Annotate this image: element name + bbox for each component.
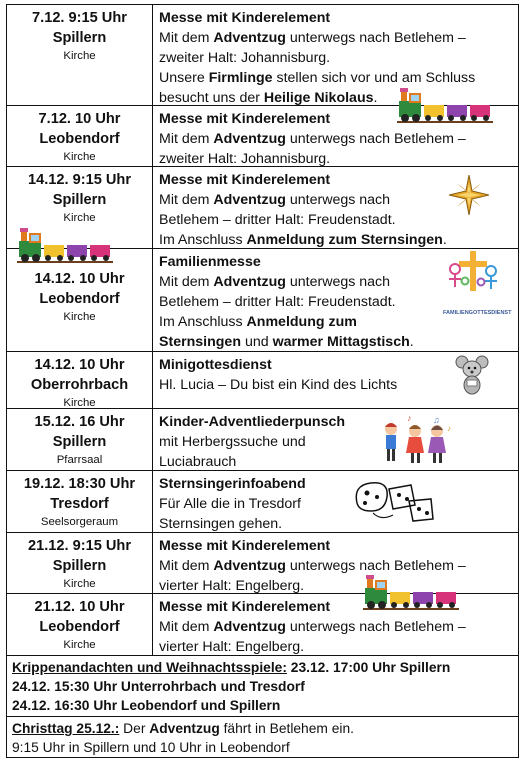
event-table [6, 4, 519, 758]
bold-fragment: Sternsingen [159, 334, 241, 350]
train-icon [17, 227, 113, 272]
text-fragment: besucht uns der [159, 90, 264, 106]
event-when [7, 249, 153, 351]
bold-fragment: Anmeldung zum [246, 314, 357, 330]
text-fragment: Mit dem [159, 131, 214, 147]
text-fragment: Betlehem – dritter Halt: Freudenstadt. [159, 294, 396, 310]
event-details [153, 471, 518, 532]
christtag-bold: Adventzug [149, 721, 220, 736]
event-row [7, 594, 518, 656]
event-title: Messe mit Kinderelement [159, 538, 331, 554]
description-line [159, 514, 518, 534]
bold-fragment: Adventzug [213, 619, 286, 635]
christtag-second: 9:15 Uhr in Spillern und 10 Uhr in Leobendorf [12, 740, 290, 755]
svg-text:♪: ♪ [407, 413, 412, 423]
event-details [153, 594, 518, 655]
christtag-pre: Der [119, 721, 150, 736]
event-location: Kirche [63, 397, 96, 409]
text-fragment: zweiter Halt: Johannisburg. [159, 151, 331, 167]
event-title: Messe mit Kinderelement [159, 172, 331, 188]
svg-text:♪: ♪ [447, 424, 451, 433]
text-fragment: vierter Halt: Engelberg. [159, 578, 305, 594]
text-fragment: Unsere [159, 70, 209, 86]
krippe-third: 24.12. 16:30 Uhr Leobendorf und Spillern [12, 698, 281, 713]
event-location: Kirche [63, 311, 96, 323]
event-place: Spillern [52, 30, 107, 46]
description-line [159, 332, 518, 352]
sternsinger-icon [349, 475, 439, 525]
event-place: Spillern [52, 434, 107, 450]
text-fragment: unterwegs nach Betlehem – [285, 558, 466, 574]
event-description [159, 129, 518, 169]
event-row [7, 106, 518, 167]
description-line [159, 617, 518, 637]
text-fragment: stellen sich vor und am Schluss [272, 70, 476, 86]
bold-fragment: Adventzug [213, 558, 286, 574]
event-details [153, 167, 518, 248]
text-fragment: Mit dem [159, 274, 214, 290]
event-details [153, 352, 518, 408]
text-fragment: Mit dem [159, 619, 214, 635]
event-place: Oberrohrbach [30, 377, 129, 393]
christtag-post: fährt in Betlehem ein. [219, 721, 354, 736]
text-fragment: Mit dem [159, 558, 214, 574]
event-details [153, 5, 518, 105]
description-line [159, 48, 518, 68]
text-fragment: unterwegs nach [285, 274, 391, 290]
mouse-icon [455, 354, 489, 396]
krippe-label: Krippenandachten und Weihnachtsspiele: [12, 660, 287, 675]
bold-fragment: warmer Mittagstisch [272, 334, 410, 350]
event-when [7, 409, 153, 470]
text-fragment: vierter Halt: Engelberg. [159, 639, 305, 655]
text-fragment: unterwegs nach Betlehem – [285, 619, 466, 635]
text-fragment: Mit dem [159, 192, 214, 208]
text-fragment: . [442, 232, 447, 248]
text-fragment: und [241, 334, 273, 350]
event-location: Seelsorgeraum [40, 516, 119, 528]
text-fragment: Sternsingen gehen. [159, 516, 283, 532]
singing-kids-icon [379, 413, 457, 465]
text-fragment: Hl. Lucia – Du bist ein Kind des Lichts [159, 377, 398, 393]
event-when [7, 5, 153, 105]
description-line [159, 452, 518, 472]
krippe-second: 24.12. 15:30 Uhr Unterrohrbach und Tresdorf [12, 679, 305, 694]
event-when [7, 594, 153, 655]
text-fragment: . [409, 334, 414, 350]
text-fragment: Für Alle die in Tresdorf [159, 496, 301, 512]
event-row [7, 471, 518, 533]
event-location: Kirche [63, 212, 96, 224]
event-when [7, 533, 153, 593]
event-place: Leobendorf [39, 131, 120, 147]
event-description [159, 494, 518, 534]
event-location: Pfarrsaal [56, 454, 103, 466]
event-title: Messe mit Kinderelement [159, 599, 331, 615]
description-line [159, 230, 518, 250]
description-line [159, 129, 518, 149]
event-title: Familienmesse [159, 254, 261, 270]
text-fragment: Im Anschluss [159, 314, 247, 330]
event-row [7, 409, 518, 471]
event-title: Messe mit Kinderelement [159, 10, 331, 26]
krippe-section [7, 656, 518, 717]
krippe-first: 23.12. 17:00 Uhr Spillern [286, 660, 451, 675]
event-details [153, 106, 518, 166]
event-title: Kinder-Adventliederpunsch [159, 414, 346, 430]
description-line [159, 556, 518, 576]
christtag-section [7, 717, 518, 757]
event-title: Messe mit Kinderelement [159, 111, 331, 127]
event-date: 14.12. 9:15 Uhr [27, 172, 132, 188]
christtag-label: Christtag 25.12.: [12, 721, 120, 736]
event-location: Kirche [63, 50, 96, 62]
bold-fragment: Heilige Nikolaus [263, 90, 374, 106]
description-line [159, 149, 518, 169]
text-fragment: unterwegs nach [285, 192, 391, 208]
event-place: Spillern [52, 558, 107, 574]
text-fragment: Im Anschluss [159, 232, 247, 248]
event-title: Sternsingerinfoabend [159, 476, 306, 492]
event-date: 7.12. 9:15 Uhr [32, 10, 127, 26]
bold-fragment: Firmlinge [208, 70, 273, 86]
description-line [159, 432, 518, 452]
bold-fragment: Anmeldung zum Sternsingen [246, 232, 443, 248]
family-service-logo [443, 251, 512, 316]
event-place: Leobendorf [39, 619, 120, 635]
event-place: Spillern [52, 192, 107, 208]
bold-fragment: Adventzug [213, 192, 286, 208]
event-date: 14.12. 10 Uhr [34, 357, 125, 373]
event-row [7, 352, 518, 409]
text-fragment: unterwegs nach Betlehem – [285, 131, 466, 147]
event-place: Tresdorf [50, 496, 109, 512]
event-date: 15.12. 16 Uhr [34, 414, 125, 430]
description-line [159, 68, 518, 88]
text-fragment: . [373, 90, 378, 106]
description-line [159, 576, 518, 596]
event-row [7, 5, 518, 106]
logo-text: FAMILIENGOTTESDIENST [443, 310, 512, 316]
event-location: Kirche [63, 639, 96, 651]
event-date: 21.12. 10 Uhr [34, 599, 125, 615]
event-location: Kirche [63, 578, 96, 590]
event-location: Kirche [63, 151, 96, 163]
event-description [159, 432, 518, 472]
event-description [159, 617, 518, 657]
text-fragment: Luciabrauch [159, 454, 237, 470]
event-date: 19.12. 18:30 Uhr [23, 476, 136, 492]
event-title: Minigottesdienst [159, 357, 272, 373]
text-fragment: Mit dem [159, 30, 214, 46]
text-fragment: mit Herbergssuche und [159, 434, 306, 450]
event-place: Leobendorf [39, 291, 120, 307]
train-icon [363, 574, 459, 620]
description-line [159, 494, 518, 514]
event-when [7, 471, 153, 532]
description-line [159, 28, 518, 48]
event-description [159, 556, 518, 596]
event-details [153, 533, 518, 593]
event-when [7, 106, 153, 166]
bold-fragment: Adventzug [213, 274, 286, 290]
bold-fragment: Adventzug [213, 131, 286, 147]
star-icon [449, 175, 489, 215]
description-line [159, 637, 518, 657]
event-date: 7.12. 10 Uhr [38, 111, 121, 127]
event-details [153, 409, 518, 470]
event-date: 21.12. 9:15 Uhr [27, 538, 132, 554]
svg-text:♫: ♫ [433, 415, 440, 425]
text-fragment: zweiter Halt: Johannisburg. [159, 50, 331, 66]
event-date: 14.12. 10 Uhr [34, 271, 125, 287]
event-details [153, 249, 518, 351]
text-fragment: unterwegs nach Betlehem – [285, 30, 466, 46]
event-row [7, 249, 518, 352]
text-fragment: Betlehem – dritter Halt: Freudenstadt. [159, 212, 396, 228]
bold-fragment: Adventzug [213, 30, 286, 46]
event-when [7, 352, 153, 408]
